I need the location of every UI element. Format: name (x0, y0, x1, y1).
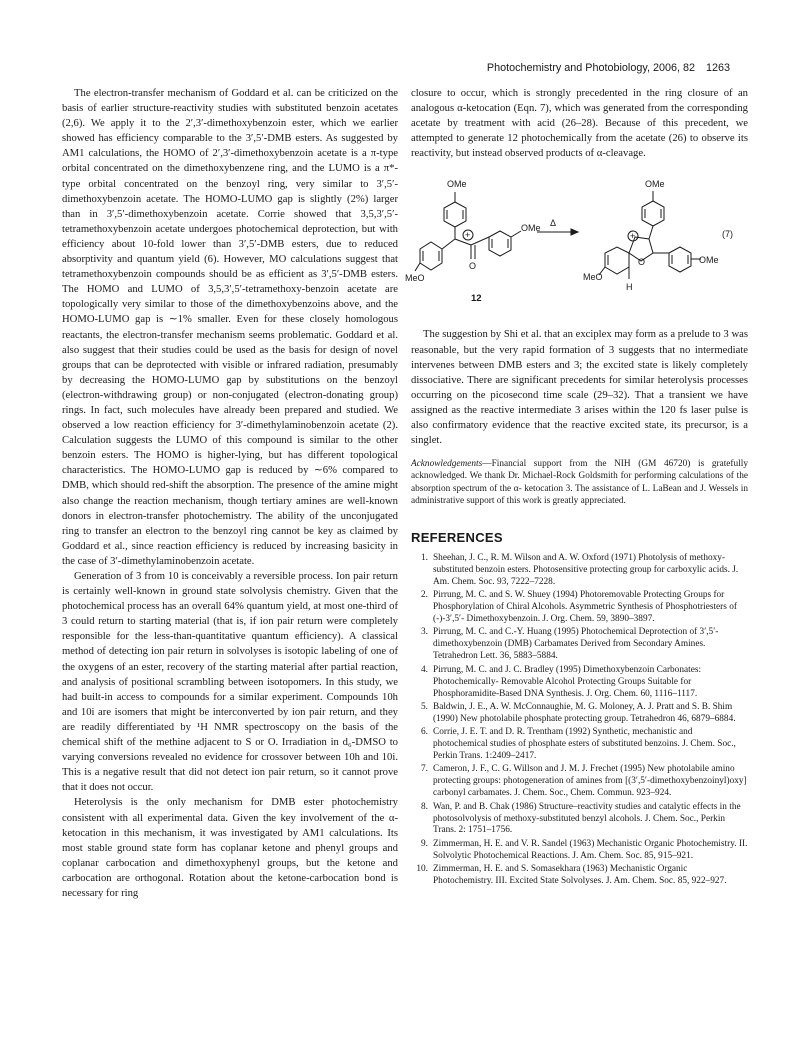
journal-title: Photochemistry and Photobiology, 2006, 82 (486, 62, 695, 74)
reaction-scheme-eqn-7 (405, 167, 748, 319)
references-heading: REFERENCES (411, 530, 503, 546)
reference-item: 3. Pirrung, M. C. and C.-Y. Huang (1995) Photochemical Deprotection of 3′,5′- dimethoxybenzoin (DMB) Carbamates Derived from Secondary Amines. Tetrahedron Lett. 36, 5883–5884. (421, 627, 719, 662)
structure-ring-e (605, 247, 629, 274)
reference-item: 8. Wan, P. and B. Chak (1986) Structure–reactivity studies and catalytic effects in the photosolvolysis of methoxy-substituted benzyl alcohols. J. Chem. Soc., Perkin Trans. 2: 1751–1756. (421, 801, 741, 836)
label-h: H (626, 282, 633, 293)
right-column (405, 86, 748, 890)
label-ome-top-left: OMe (447, 179, 467, 190)
label-meo-left: MeO (405, 273, 425, 284)
paragraph-ring-closure: closure to occur, which is strongly precedented in the ring closure of an analogous α-ketocation (Eqn. 7), which was generated from the corresponding acetate by treatment with acid (26–28). Because of this precedent, we attempted to generate 12 photochemically from the acetate (26) to observe its reactivity, but instead observed products of α-cleavage. (411, 88, 748, 160)
label-equation-number: (7) (722, 229, 733, 240)
label-carbonyl-o: O (469, 261, 477, 272)
paragraph-ion-pair-return: Generation of 3 from 10 is conceivably a reversible process. Ion pair return is certainly well-known in ground state solvolysis chemistry. Given that the photochemical process has an overall 64% quantum yield, at most one-third of 3 could return to starting material (that is, if ion pair return were completely responsible for the less-than-quantitative quantum efficiency). A classical method of detecting ion pair return in solvolyses is isotopic labeling of one of the oxygens of an ester, recovery of the starting material after partial reaction, and analysis of positional scrambling between isotopomers. In this study, we had built-in access to compounds for a similar experiment. Compounds 10h and 10i are isomers that might be interconverted by ion pair return, and they are readily differentiated by ¹H NMR spectroscopy on the basis of the chemical shift of the methine adjacent to S or O. Irradiation in d₆-DMSO to varying conversions revealed no evidence for crossover between 10h and 10i. This is a negative result that did not detect ion pair return, so it cannot prove that it does not occur. (62, 571, 398, 794)
reference-item: 5. Baldwin, J. E., A. W. McConnaughie, M. G. Moloney, A. J. Pratt and S. B. Shim (1990) New photolabile phosphate protecting group. Tetrahedron 46, 6879–6884. (421, 701, 736, 724)
acknowledgements-text: —Financial support from the NIH (GM 46720) is gratefully acknowledged. We thank Dr. Michael-Rock Goldsmith for performing calculations of the absorption spectrum of the α- ketocation 3. The assistance of L. LaBean and J. Wessels in administrative support of this work is greatly appreciated. (411, 459, 748, 506)
reference-item: 9. Zimmerman, H. E. and V. R. Sandel (1963) Mechanistic Organic Photochemistry. II. Solvolytic Photochemical Reactions. J. Am. Chem. Soc. 85, 915–921. (421, 838, 748, 861)
paragraph-heterolysis: Heterolysis is the only mechanism for DMB ester photochemistry consistent with all experimental data. Given the key involvement of the α-ketocation in this mechanism, it was investigated by AM1 calculations. Its most stable ground state form has coplanar ketone and phenyl groups and coplanar carbocation and dimethoxyphenyl groups, but the ketone and carbocation are orthogonal. Rotation about the ketone-carbocation bond is necessary for ring (62, 797, 398, 899)
label-meo-right: MeO (583, 272, 603, 283)
label-ome-mid: OMe (521, 223, 541, 234)
acknowledgements (411, 458, 748, 507)
reference-item: 6. Corrie, J. E. T. and D. R. Trentham (1992) Synthetic, mechanistic and photochemical studies of phosphate esters of substituted benzoins. J. Chem. Soc., Perkin Trans. 1:2409–2417. (421, 727, 736, 762)
plus-right: + (630, 231, 636, 242)
label-ome-right: OMe (699, 255, 719, 266)
left-column (62, 86, 398, 901)
running-header (60, 62, 730, 74)
paragraph-exciplex: The suggestion by Shi et al. that an exciplex may form as a prelude to 3 was reasonable, but the very rapid formation of 3 suggests that no intermediate intervenes between DMB esters and 3; the excited state is likely completely dissociative. There are significant precedents for similar heterolysis processes occurring on the picosecond time scale (29–32). That a transient we have assigned as the reactive intermediate 3 arises within the 120 fs laser pulse is also confirmatory evidence that the reactive excited state, its precursor, is a singlet. (411, 329, 748, 447)
label-ring-o: O (638, 257, 646, 268)
plus-left: + (465, 230, 471, 241)
reference-list (411, 553, 748, 888)
reference-item: 10. Zimmerman, H. E. and S. Somasekhara (1963) Mechanistic Organic Photochemistry. III. Excited State Solvolyses. J. Am. Chem. Soc. 85, 922–927. (416, 864, 727, 887)
label-delta: Δ (550, 218, 557, 229)
acknowledgements-heading: Acknowledgements (411, 459, 483, 470)
reference-item: 2. Pirrung, M. C. and S. W. Shuey (1994) Photoremovable Protecting Groups for Phosphorylation of Chiral Alcohols. Asymmetric Synthesis of Phosphotriesters of (-)-3′,5′- Dimethoxybenzoin. J. Org. Chem. 59, 3890–3897. (421, 590, 737, 625)
scheme-drawing (405, 167, 748, 319)
reference-item: 4. Pirrung, M. C. and J. C. Bradley (1995) Dimethoxybenzoin Carbonates: Photochemically- Removable Alcohol Protecting Groups Suitable for Phosphoramidite-Based DNA Synthesis. J. Org. Chem. 60, 1116–1117. (421, 664, 702, 699)
reference-item: 7. Cameron, J. F., C. G. Willson and J. M. J. Frechet (1995) New photolabile amino protecting groups: photogeneration of amines from [(3′,5′-dimethoxybenzoinyl)oxy] carbonyl carbamates. J. Chem. Soc., Chem. Commun. 923–924. (421, 764, 747, 799)
paragraph-electron-transfer: The electron-transfer mechanism of Goddard et al. can be criticized on the basis of earlier structure-reactivity studies with substituted benzoin acetates (2,6). We apply it to the 2′,3′-dimethoxybenzoin ester, which we earlier showed has efficiency comparable to the 3′,5′-DMB esters. As suggested by AM1 calculations, the HOMO of 2′,3′-dimethoxybenzoin acetate is a π-type orbital concentrated on the dimethoxybenzene ring, and the LUMO is a π*-type orbital concentrated on the benzoyl ring, very similar to 3′,5′-dimethoxybenzoin acetate. The HOMO-LUMO gap is slightly (2%) larger than in 3′,5′-dimethoxybenzoin acetate. Corrie showed that 3,5,3′,5′-tetramethoxybenzoin acetate undergoes photochemical deprotection, but with efficiency about 10-fold lower than 3′,5′-DMB esters, due to reduced absorptivity and quantum yield (6). However, MO calculations suggest that tetramethoxybenzoin compounds should be as efficient as 3′,5′-DMB esters. The HOMO and LUMO of 3,5,3′,5′-tetramethoxy-benzoin acetate are topologically very similar to those of the dimethoxybenzoins above, and the HOMO-LUMO gap is ∼1% smaller. Even for these closely homologous reactants, the electron-transfer mechanism seems problematic. Goddard et al. also suggest that their studies could be used as the basis for design of novel groups that can be deprotected with visible or infrared radiation, presumably by decreasing the HOMO-LUMO gap by substitutions on the benzoyl (electron-withdrawing group) or non-conjugated (electron-donating group) rings. In fact, such molecules have already been prepared and studied. We observed a low reaction efficiency for 3′-dimethylaminobenzoin acetate (2). Calculation suggests the LUMO of this compound is similar to the other benzoin esters. The HOMO is higher-lying, but has different topological characteristics. The HOMO-LUMO gap is reduced by ∼6% compared to DMB, which should red-shift the absorption. The presence of the amine might also change the reaction mechanism, though tertiary amines are well-known donors in electron-transfer photochemistry. The ability of the unconjugated ring to transfer an electron to the benzoyl ring cannot be key as claimed by Goddard et al., since reaction efficiency is reduced by increasing basicity in the case of 3′-dimethylaminobenzoin acetate. (62, 88, 398, 567)
page-number: 1263 (705, 62, 730, 74)
label-ome-top-right: OMe (645, 179, 665, 190)
reference-item: 1. Sheehan, J. C., R. M. Wilson and A. W. Oxford (1971) Photolysis of methoxy-substituted benzoin esters. Photosensitive protecting group for carboxylic acids. J. Am. Chem. Soc. 93, 7222–7228. (421, 553, 739, 587)
compound-label-12: 12 (471, 293, 482, 305)
